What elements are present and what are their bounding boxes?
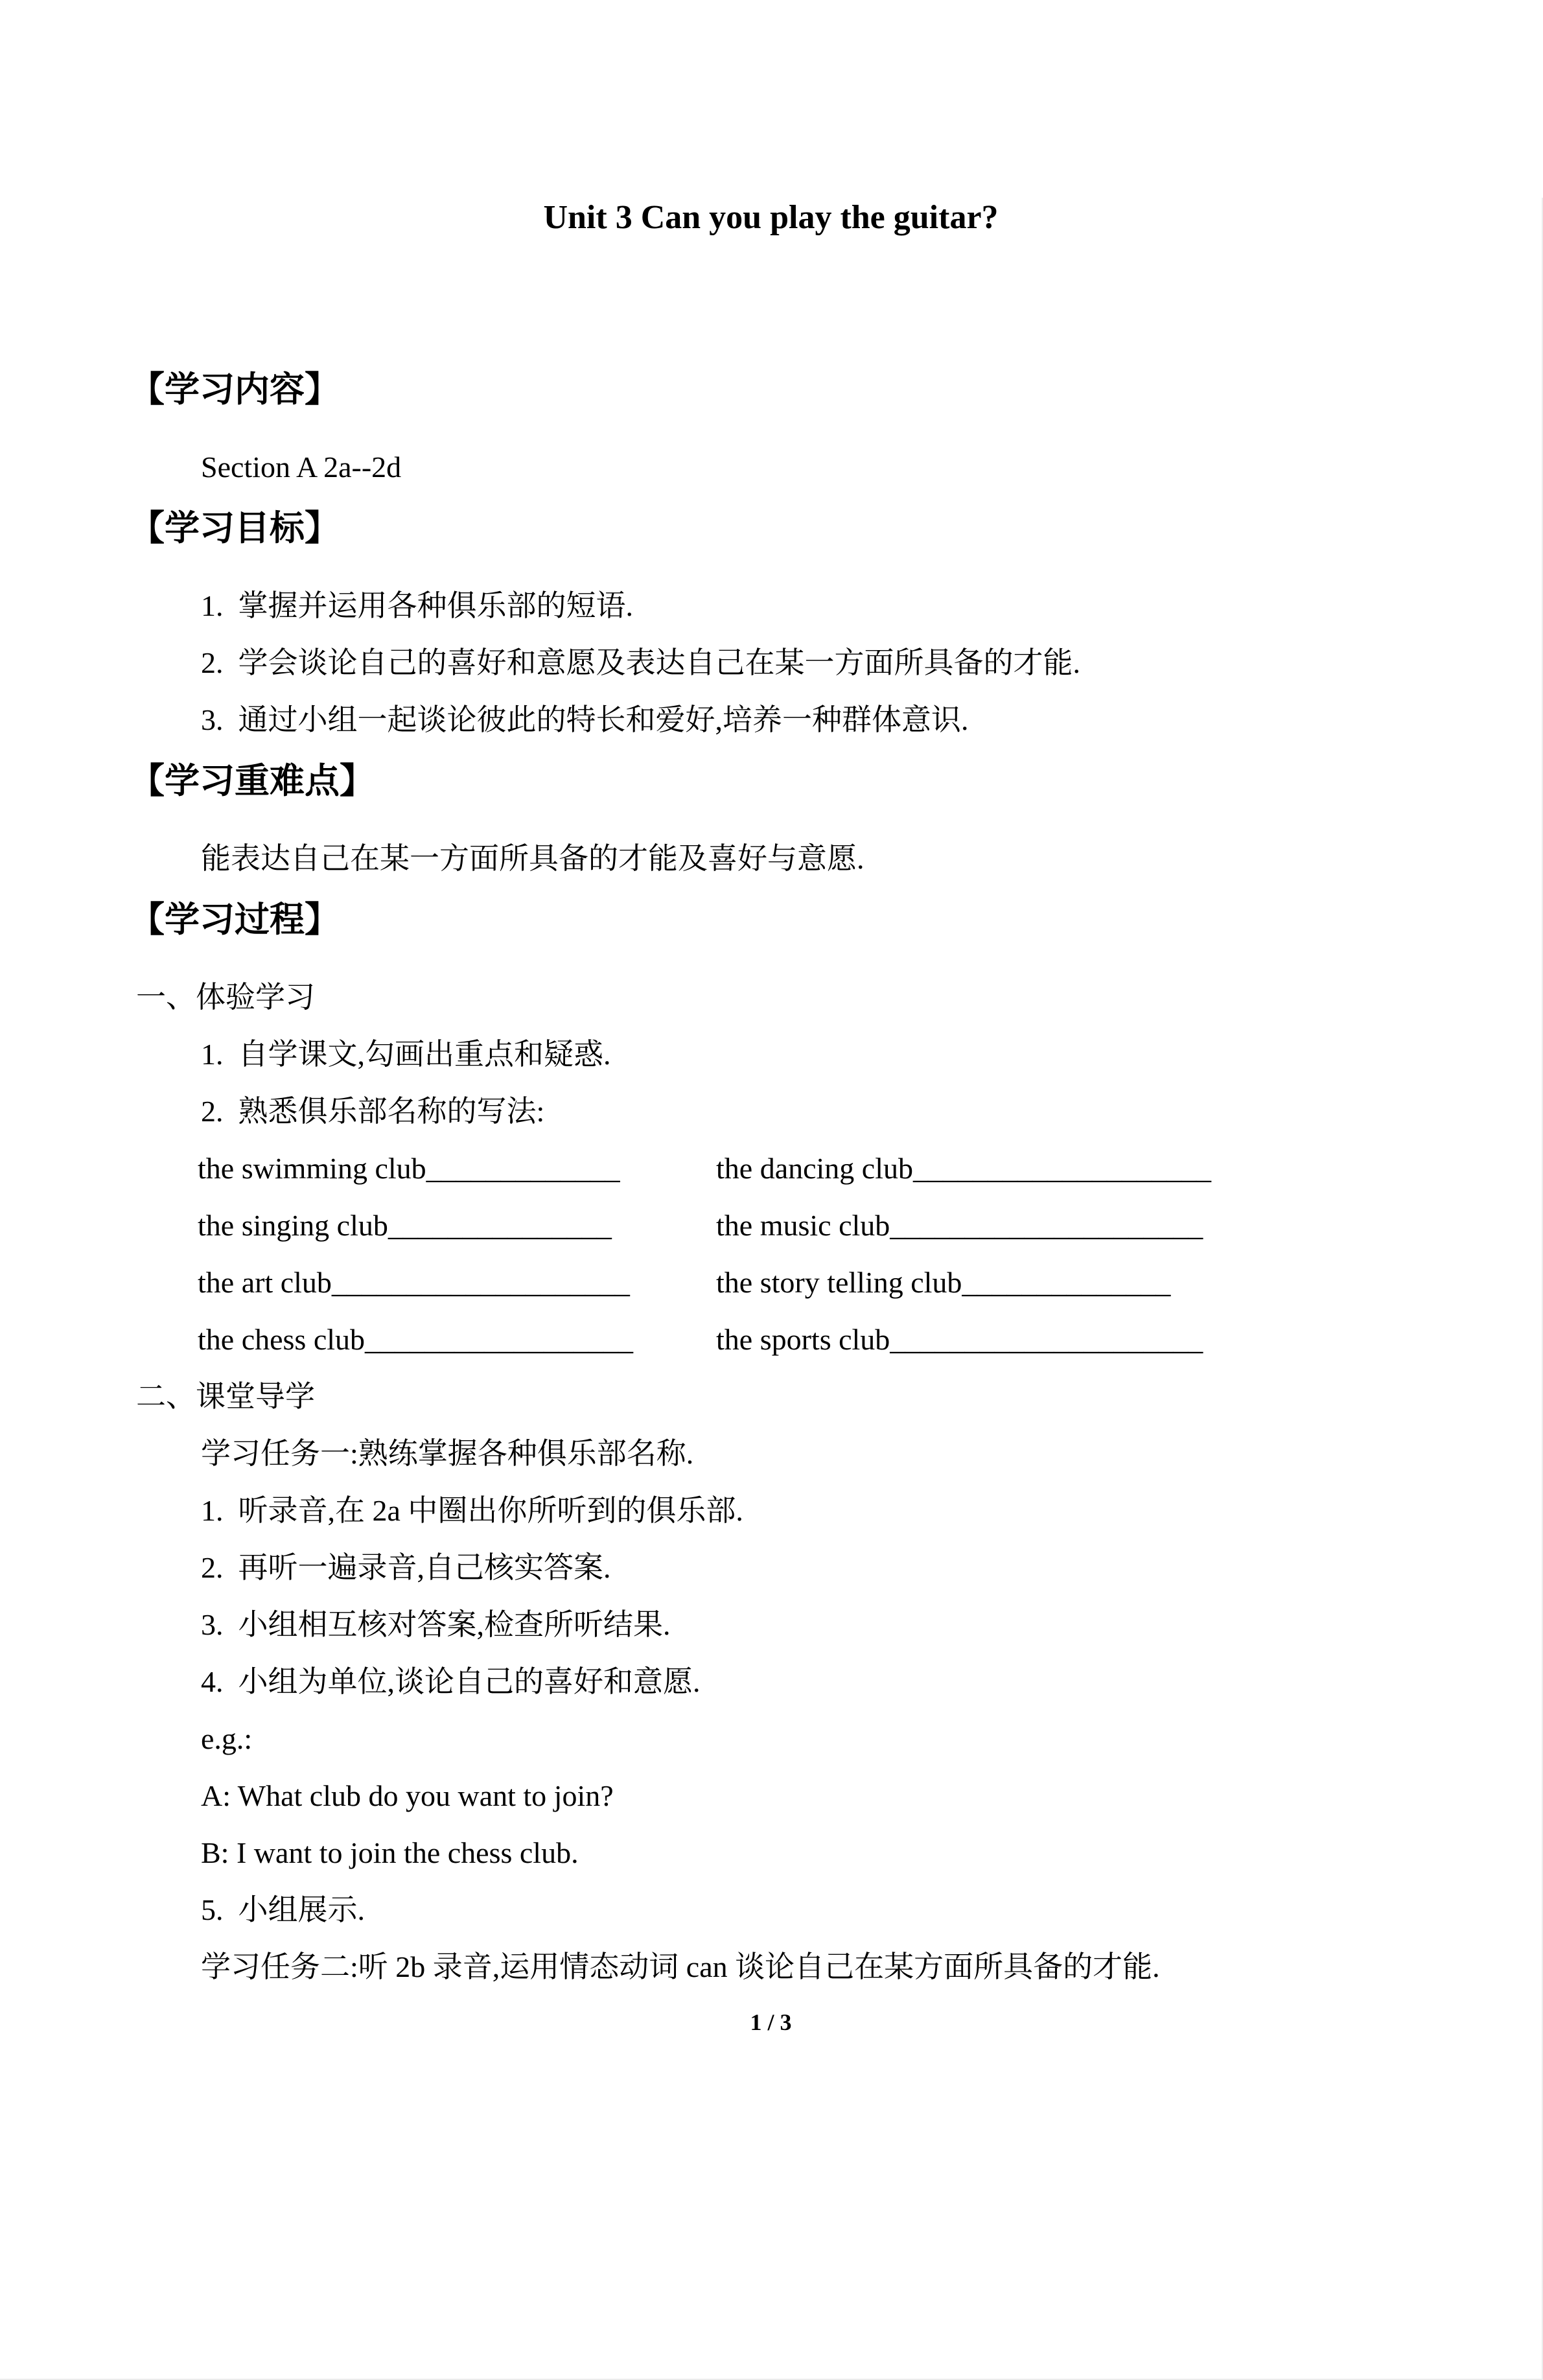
task1-step-3: 3. 小组相互核对答案,检查所听结果. (201, 1608, 671, 1641)
task2-title: 学习任务二:听 2b 录音,运用情态动词 can 谈论自己在某方面所具备的才能. (201, 1950, 1160, 1983)
task1-title: 学习任务一:熟练掌握各种俱乐部名称. (201, 1437, 694, 1470)
goal-item-2: 2. 学会谈论自己的喜好和意愿及表达自己在某一方面所具备的才能. (201, 646, 1080, 679)
worksheet-page (0, 198, 1542, 2036)
club-fill-dancing: the dancing club____________________ (716, 1152, 1212, 1185)
club-fill-sports: the sports club_____________________ (716, 1323, 1203, 1356)
club-fill-music: the music club_____________________ (716, 1209, 1203, 1242)
task1-step-1: 1. 听录音,在 2a 中圈出你所听到的俱乐部. (201, 1494, 743, 1527)
club-fill-row-3 (198, 1266, 1542, 1299)
dialog-line-b: B: I want to join the chess club. (201, 1836, 579, 1869)
experience-step-1: 1. 自学课文,勾画出重点和疑惑. (201, 1038, 611, 1071)
task1-step-5: 5. 小组展示. (201, 1893, 365, 1926)
heading-classroom-guidance: 二、课堂导学 (136, 1380, 315, 1413)
club-fill-singing: the singing club_______________ (198, 1209, 612, 1242)
heading-experience-learning: 一、体验学习 (136, 981, 315, 1014)
club-fill-chess: the chess club__________________ (198, 1323, 634, 1356)
page-title: Unit 3 Can you play the guitar? (543, 199, 999, 236)
section-header-learning-goals: 【学习目标】 (130, 509, 340, 548)
club-fill-art: the art club____________________ (198, 1266, 630, 1299)
goal-item-1: 1. 掌握并运用各种俱乐部的短语. (201, 589, 633, 622)
learning-content-text: Section A 2a--2d (201, 450, 402, 484)
club-fill-row-4 (198, 1324, 1542, 1356)
task1-step-2: 2. 再听一遍录音,自己核实答案. (201, 1551, 611, 1584)
task1-step-4: 4. 小组为单位,谈论自己的喜好和意愿. (201, 1665, 701, 1698)
section-header-learning-process: 【学习过程】 (130, 900, 340, 939)
club-fill-row-2 (198, 1209, 1542, 1242)
section-header-learning-content: 【学习内容】 (130, 370, 340, 409)
club-fill-row-1 (198, 1152, 1542, 1185)
goal-item-3: 3. 通过小组一起谈论彼此的特长和爱好,培养一种群体意识. (201, 703, 969, 736)
club-fill-story-telling: the story telling club______________ (716, 1266, 1171, 1299)
section-header-key-points: 【学习重难点】 (130, 762, 375, 800)
club-fill-swimming: the swimming club_____________ (198, 1152, 620, 1185)
key-points-text: 能表达自己在某一方面所具备的才能及喜好与意愿. (201, 842, 864, 875)
dialog-line-a: A: What club do you want to join? (201, 1779, 614, 1812)
page-number: 1 / 3 (750, 2009, 792, 2035)
example-label: e.g.: (201, 1722, 253, 1755)
experience-step-2: 2. 熟悉俱乐部名称的写法: (201, 1095, 545, 1128)
